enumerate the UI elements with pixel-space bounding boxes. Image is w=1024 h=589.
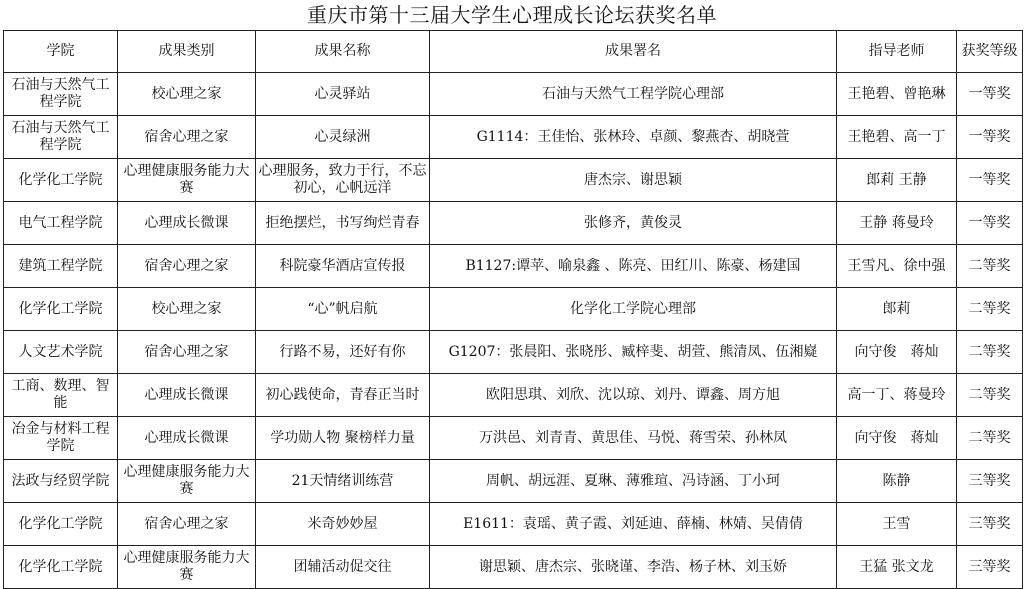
cell-category xyxy=(118,331,256,374)
table-row xyxy=(4,503,1023,546)
cell-category xyxy=(118,460,256,503)
cell-work-name xyxy=(256,288,430,331)
cell-award-level xyxy=(957,73,1023,116)
cell-authors xyxy=(430,546,837,589)
cell-award-level xyxy=(957,503,1023,546)
cell-college-text: 石油与天然气工程学院 xyxy=(11,120,110,153)
page-title: 重庆市第十三届大学生心理成长论坛获奖名单 xyxy=(307,3,717,27)
cell-category-text: 心理健康服务能力大赛 xyxy=(123,550,250,583)
cell-advisor xyxy=(837,245,957,288)
award-table xyxy=(3,30,1023,589)
table-row xyxy=(4,116,1023,159)
header-advisor: 指导老师 xyxy=(837,31,957,73)
cell-work-name-text: 拒绝摆烂，书写绚烂青春 xyxy=(265,214,420,231)
cell-award-level xyxy=(957,460,1023,503)
cell-category xyxy=(118,202,256,245)
cell-category xyxy=(118,374,256,417)
cell-category-text: 校心理之家 xyxy=(151,85,222,102)
cell-authors xyxy=(430,503,837,546)
cell-college-text: 化学化工学院 xyxy=(18,171,103,188)
cell-work-name-text: 初心践使命，青春正当时 xyxy=(265,386,420,403)
cell-work-name xyxy=(256,546,430,589)
cell-work-name-text: 行路不易，还好有你 xyxy=(279,343,406,360)
table-row xyxy=(4,460,1023,503)
cell-award-level-text: 三等奖 xyxy=(968,472,1011,489)
cell-college xyxy=(4,116,118,159)
cell-authors-text: G1114：王佳怡、张林玲、卓颜、黎燕杏、胡晓萱 xyxy=(476,128,790,145)
cell-authors-text: 石油与天然气工程学院心理部 xyxy=(542,85,724,102)
cell-award-level xyxy=(957,546,1023,589)
header-college: 学院 xyxy=(4,31,118,73)
cell-work-name xyxy=(256,417,430,460)
cell-college xyxy=(4,374,118,417)
cell-work-name-text: 心灵绿洲 xyxy=(314,128,371,145)
cell-college-text: 法政与经贸学院 xyxy=(11,472,110,489)
cell-category xyxy=(118,288,256,331)
table-row xyxy=(4,73,1023,116)
cell-college xyxy=(4,159,118,202)
table-row xyxy=(4,417,1023,460)
cell-advisor xyxy=(837,546,957,589)
cell-advisor xyxy=(837,460,957,503)
cell-college-text: 化学化工学院 xyxy=(18,558,103,575)
cell-advisor-text: 高一丁、蒋曼玲 xyxy=(847,386,946,403)
cell-authors-text: E1611：袁瑶、黄子霞、刘延迪、薛楠、林婧、吴倩倩 xyxy=(463,515,803,532)
table-row xyxy=(4,374,1023,417)
cell-award-level xyxy=(957,116,1023,159)
cell-work-name-text: 团辅活动促交往 xyxy=(293,558,392,575)
cell-work-name xyxy=(256,159,430,202)
cell-award-level xyxy=(957,245,1023,288)
cell-work-name xyxy=(256,460,430,503)
cell-award-level xyxy=(957,374,1023,417)
cell-work-name-text: 科院豪华酒店宣传报 xyxy=(279,257,406,274)
header-work-name: 成果名称 xyxy=(256,31,430,73)
cell-authors xyxy=(430,116,837,159)
cell-category xyxy=(118,116,256,159)
cell-college-text: 石油与天然气工程学院 xyxy=(11,77,110,110)
cell-award-level-text: 三等奖 xyxy=(968,558,1011,575)
cell-category-text: 心理健康服务能力大赛 xyxy=(123,464,250,497)
cell-advisor xyxy=(837,73,957,116)
cell-work-name-text: 学功勋人物 聚榜样力量 xyxy=(270,429,415,446)
header-authors: 成果署名 xyxy=(430,31,837,73)
cell-advisor xyxy=(837,503,957,546)
cell-authors-text: 张修齐，黄俊灵 xyxy=(584,214,682,231)
cell-award-level xyxy=(957,331,1023,374)
cell-category xyxy=(118,73,256,116)
cell-authors xyxy=(430,417,837,460)
cell-college xyxy=(4,503,118,546)
cell-award-level xyxy=(957,288,1023,331)
cell-authors-text: 唐杰宗、谢思颖 xyxy=(584,171,682,188)
table-row xyxy=(4,288,1023,331)
cell-advisor-text: 陈静 xyxy=(882,472,911,489)
table-row xyxy=(4,546,1023,589)
cell-authors-text: B1127:谭苹、喻泉鑫 、陈亮、田红川、陈豪、杨建国 xyxy=(465,257,801,274)
cell-advisor xyxy=(837,202,957,245)
cell-award-level-text: 一等奖 xyxy=(968,85,1011,102)
cell-category-text: 宿舍心理之家 xyxy=(144,128,229,145)
cell-work-name xyxy=(256,245,430,288)
cell-award-level-text: 二等奖 xyxy=(968,343,1011,360)
cell-category-text: 宿舍心理之家 xyxy=(144,343,229,360)
cell-advisor xyxy=(837,288,957,331)
cell-category-text: 宿舍心理之家 xyxy=(144,515,229,532)
table-row xyxy=(4,245,1023,288)
cell-work-name-text: “心”帆启航 xyxy=(307,300,378,317)
cell-college xyxy=(4,73,118,116)
cell-category-text: 心理健康服务能力大赛 xyxy=(123,163,250,196)
cell-advisor-text: 王雪凡、徐中强 xyxy=(847,257,946,274)
cell-award-level xyxy=(957,159,1023,202)
cell-work-name xyxy=(256,374,430,417)
cell-work-name-text: 心理服务，致力于行，不忘初心，心帆远洋 xyxy=(258,163,427,196)
cell-award-level-text: 二等奖 xyxy=(968,257,1011,274)
cell-award-level-text: 二等奖 xyxy=(968,386,1011,403)
table-body xyxy=(4,73,1023,589)
cell-authors xyxy=(430,331,837,374)
table-row xyxy=(4,331,1023,374)
cell-college-text: 人文艺术学院 xyxy=(18,343,103,360)
cell-category xyxy=(118,503,256,546)
table-row xyxy=(4,159,1023,202)
cell-college-text: 工商、数理、智能 xyxy=(11,378,110,411)
cell-award-level xyxy=(957,202,1023,245)
cell-authors xyxy=(430,288,837,331)
cell-college-text: 冶金与材料工程学院 xyxy=(11,421,110,454)
cell-college xyxy=(4,417,118,460)
cell-award-level-text: 一等奖 xyxy=(968,128,1011,145)
table-header-row xyxy=(4,31,1023,73)
cell-category xyxy=(118,159,256,202)
cell-advisor-text: 向守俊 蒋灿 xyxy=(854,343,939,360)
cell-category xyxy=(118,245,256,288)
cell-college xyxy=(4,460,118,503)
cell-work-name xyxy=(256,331,430,374)
cell-category-text: 校心理之家 xyxy=(151,300,222,317)
cell-advisor-text: 王猛 张文龙 xyxy=(859,558,934,575)
cell-authors xyxy=(430,202,837,245)
header-award-level: 获奖等级 xyxy=(957,31,1023,73)
cell-advisor-text: 郎莉 王静 xyxy=(866,171,927,188)
cell-category-text: 心理成长微课 xyxy=(144,386,229,403)
cell-work-name xyxy=(256,503,430,546)
cell-college-text: 化学化工学院 xyxy=(18,515,103,532)
cell-award-level-text: 三等奖 xyxy=(968,515,1011,532)
cell-advisor xyxy=(837,116,957,159)
cell-college xyxy=(4,331,118,374)
cell-advisor xyxy=(837,417,957,460)
cell-college xyxy=(4,202,118,245)
cell-advisor-text: 王艳碧、高一丁 xyxy=(847,128,946,145)
cell-award-level-text: 二等奖 xyxy=(968,300,1011,317)
cell-authors xyxy=(430,460,837,503)
table-row xyxy=(4,202,1023,245)
cell-work-name xyxy=(256,73,430,116)
cell-category-text: 心理成长微课 xyxy=(144,214,229,231)
cell-category xyxy=(118,417,256,460)
cell-work-name xyxy=(256,202,430,245)
cell-authors xyxy=(430,374,837,417)
cell-category xyxy=(118,546,256,589)
cell-advisor xyxy=(837,159,957,202)
cell-award-level xyxy=(957,417,1023,460)
cell-category-text: 宿舍心理之家 xyxy=(144,257,229,274)
cell-authors xyxy=(430,159,837,202)
cell-authors-text: 化学化工学院心理部 xyxy=(570,300,696,317)
cell-authors-text: G1207：张晨阳、张晓彤、臧梓斐、胡萱、熊清凤、伍湘嶷 xyxy=(448,343,818,360)
cell-advisor-text: 王雪 xyxy=(882,515,911,532)
cell-authors xyxy=(430,73,837,116)
cell-advisor-text: 王静 蒋曼玲 xyxy=(859,214,934,231)
cell-award-level-text: 一等奖 xyxy=(968,171,1011,188)
cell-college xyxy=(4,546,118,589)
cell-college-text: 建筑工程学院 xyxy=(18,257,103,274)
cell-college xyxy=(4,245,118,288)
cell-college-text: 化学化工学院 xyxy=(18,300,103,317)
header-category: 成果类别 xyxy=(118,31,256,73)
cell-award-level-text: 一等奖 xyxy=(968,214,1011,231)
cell-authors-text: 欧阳思琪、刘欣、沈以琼、刘丹、谭鑫、周方旭 xyxy=(486,386,780,403)
cell-advisor xyxy=(837,331,957,374)
cell-work-name-text: 米奇妙妙屋 xyxy=(307,515,378,532)
cell-college-text: 电气工程学院 xyxy=(18,214,103,231)
cell-category-text: 心理成长微课 xyxy=(144,429,229,446)
cell-college xyxy=(4,288,118,331)
cell-work-name xyxy=(256,116,430,159)
cell-advisor-text: 王艳碧、曾艳琳 xyxy=(847,85,946,102)
cell-authors-text: 万洪邑、刘青青、黄思佳、马悦、蒋雪荣、孙林凤 xyxy=(479,429,787,446)
cell-authors-text: 谢思颖、唐杰宗、张晓谨、李浩、杨子林、刘玉娇 xyxy=(479,558,787,575)
cell-advisor-text: 向守俊 蒋灿 xyxy=(854,429,939,446)
cell-award-level-text: 二等奖 xyxy=(968,429,1011,446)
cell-authors-text: 周帆、胡远涯、夏琳、薄雅瑄、冯诗涵、丁小珂 xyxy=(486,472,780,489)
cell-work-name-text: 心灵驿站 xyxy=(314,85,371,102)
cell-advisor-text: 郎莉 xyxy=(882,300,911,317)
cell-advisor xyxy=(837,374,957,417)
cell-authors xyxy=(430,245,837,288)
cell-work-name-text: 21天情绪训练营 xyxy=(291,472,394,489)
